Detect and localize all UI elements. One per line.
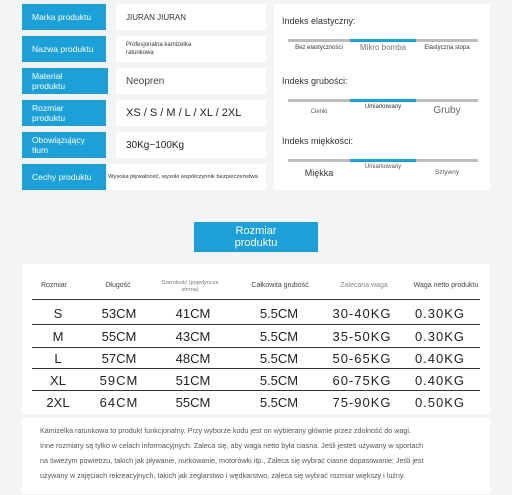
softness-bar-1	[288, 159, 350, 162]
attr-value-text: 30Kg~100Kg	[126, 139, 185, 151]
attr-label: Obowiązujący tłum	[22, 132, 106, 158]
table-cell: 30-40KG	[332, 306, 392, 321]
elasticity-bar-3	[416, 39, 478, 42]
attr-value-text: Wysoka pływalność, wysoki współczynnik bezpieczeństwa	[108, 174, 258, 180]
attr-row-brand	[22, 4, 266, 30]
table-cell: 0.50KG	[414, 395, 466, 410]
size-section-heading-text: Rozmiar produktu	[234, 225, 278, 249]
notes-text	[40, 423, 480, 483]
notes-panel	[22, 418, 490, 494]
table-cell: 5.5CM	[259, 351, 299, 366]
table-cell: 41CM	[175, 306, 211, 321]
attr-value	[116, 36, 266, 62]
table-header: Waga netto produktu	[413, 282, 479, 289]
attr-value-text: Neopren	[126, 75, 165, 87]
softness-index-title: Indeks miękkości:	[282, 136, 354, 146]
attr-value-text: Profesjonalna kamizelka ratunkowa	[126, 42, 192, 56]
table-cell: M	[52, 329, 64, 344]
note-line: używany w zajęciach rekreacyjnych, takich jak żeglarstwo i wędkarstwo, zaleca się wybrać rozmiar większy i luźny.	[40, 471, 405, 480]
table-cell: 55CM	[101, 329, 137, 344]
elasticity-level-2: Mikro bomba	[359, 43, 407, 52]
table-cell: 0.40KG	[414, 373, 466, 388]
attr-value	[116, 68, 266, 94]
table-cell: 0.30KG	[414, 329, 466, 344]
softness-bar-3	[416, 159, 478, 162]
table-cell: 2XL	[46, 395, 70, 410]
table-cell: 35-50KG	[332, 329, 392, 344]
table-cell: 5.5CM	[259, 373, 299, 388]
elasticity-index-title: Indeks elastyczny:	[282, 16, 356, 26]
row-divider	[32, 390, 480, 391]
thickness-bar-2	[350, 99, 416, 102]
table-cell: 50-65KG	[332, 351, 392, 366]
thickness-index-title: Indeks grubości:	[282, 76, 348, 86]
elasticity-level-1: Bez elastyczności	[295, 45, 343, 51]
row-divider	[32, 324, 480, 325]
thickness-bar-1	[288, 99, 350, 102]
size-section-heading	[194, 222, 318, 252]
attr-row-material	[22, 68, 266, 94]
attr-row-size	[22, 100, 266, 126]
attr-row-target	[22, 132, 266, 158]
row-divider	[32, 368, 480, 369]
note-line: na świeżym powietrzu, takich jak pływanie, nurkowanie, motorówki itp., Zaleca się wybrać ciasne dopasowanie; Jeśli jest	[40, 456, 424, 465]
attr-value-text: XS / S / M / L / XL / 2XL	[126, 107, 242, 119]
table-cell: 53CM	[101, 306, 137, 321]
table-cell: 5.5CM	[259, 306, 299, 321]
thickness-level-3: Gruby	[433, 105, 461, 116]
table-header: Długość	[105, 282, 131, 289]
table-cell: XL	[50, 373, 66, 388]
table-cell: 64CM	[99, 395, 139, 410]
table-header: Zalecana waga	[340, 282, 388, 289]
attr-value	[108, 164, 266, 190]
softness-level-3: Sztywny	[434, 169, 460, 176]
table-cell: L	[54, 351, 62, 366]
index-panel	[274, 4, 490, 190]
table-cell: 0.40KG	[414, 351, 466, 366]
table-cell: S	[53, 306, 63, 321]
elasticity-level-3: Elastyczna stopa	[424, 45, 470, 51]
table-cell: 55CM	[175, 395, 211, 410]
table-cell: 57CM	[101, 351, 137, 366]
attr-row-features	[22, 164, 266, 190]
table-header: Rozmiar	[40, 282, 68, 289]
row-divider	[32, 347, 480, 348]
attr-value-text: JIURAN JIURAN	[126, 12, 187, 22]
attr-label: Nazwa produktu	[22, 36, 106, 62]
thickness-level-2: Umiarkowany	[364, 104, 402, 110]
attr-label: Cechy produktu	[22, 164, 106, 190]
elasticity-bar-1	[288, 39, 350, 42]
attr-value	[116, 100, 266, 126]
attr-label: Materiał produktu	[22, 68, 108, 94]
note-line: Inne rozmiary są tylko w celach informacyjnych. Zaleca się, aby waga netto była ciasna. Jeśli jesteś używany w sportach	[40, 441, 424, 450]
elasticity-bar-2	[350, 39, 416, 42]
table-cell: 43CM	[175, 329, 211, 344]
table-header: Całkowita grubość	[251, 282, 309, 289]
thickness-level-1: Cienki	[310, 109, 328, 115]
thickness-bar-3	[416, 99, 478, 102]
note-line: Kamizelka ratunkowa to produkt funkcjonalny. Przy wyborze kodu jest on wybierany głównie przez zdolność do wagi.	[40, 426, 412, 435]
table-cell: 51CM	[175, 373, 211, 388]
size-table	[22, 264, 490, 414]
attr-value	[116, 4, 266, 30]
attr-label: Marka produktu	[22, 4, 106, 30]
softness-level-1: Miękka	[304, 168, 334, 178]
attr-value	[116, 132, 266, 158]
table-cell: 0.30KG	[414, 306, 466, 321]
table-cell: 59CM	[99, 373, 139, 388]
table-cell: 75-90KG	[332, 395, 392, 410]
header-divider	[32, 299, 480, 300]
table-cell: 60-75KG	[332, 373, 392, 388]
softness-level-2: Umiarkowany	[364, 164, 402, 170]
table-cell: 5.5CM	[259, 329, 299, 344]
attr-label: Rozmiar produktu	[22, 100, 106, 126]
attr-row-name	[22, 36, 266, 62]
table-header: Szerokość (pojedyncza strona)	[161, 280, 219, 293]
table-cell: 48CM	[175, 351, 211, 366]
softness-bar-2	[350, 159, 416, 162]
table-cell: 5.5CM	[259, 395, 299, 410]
